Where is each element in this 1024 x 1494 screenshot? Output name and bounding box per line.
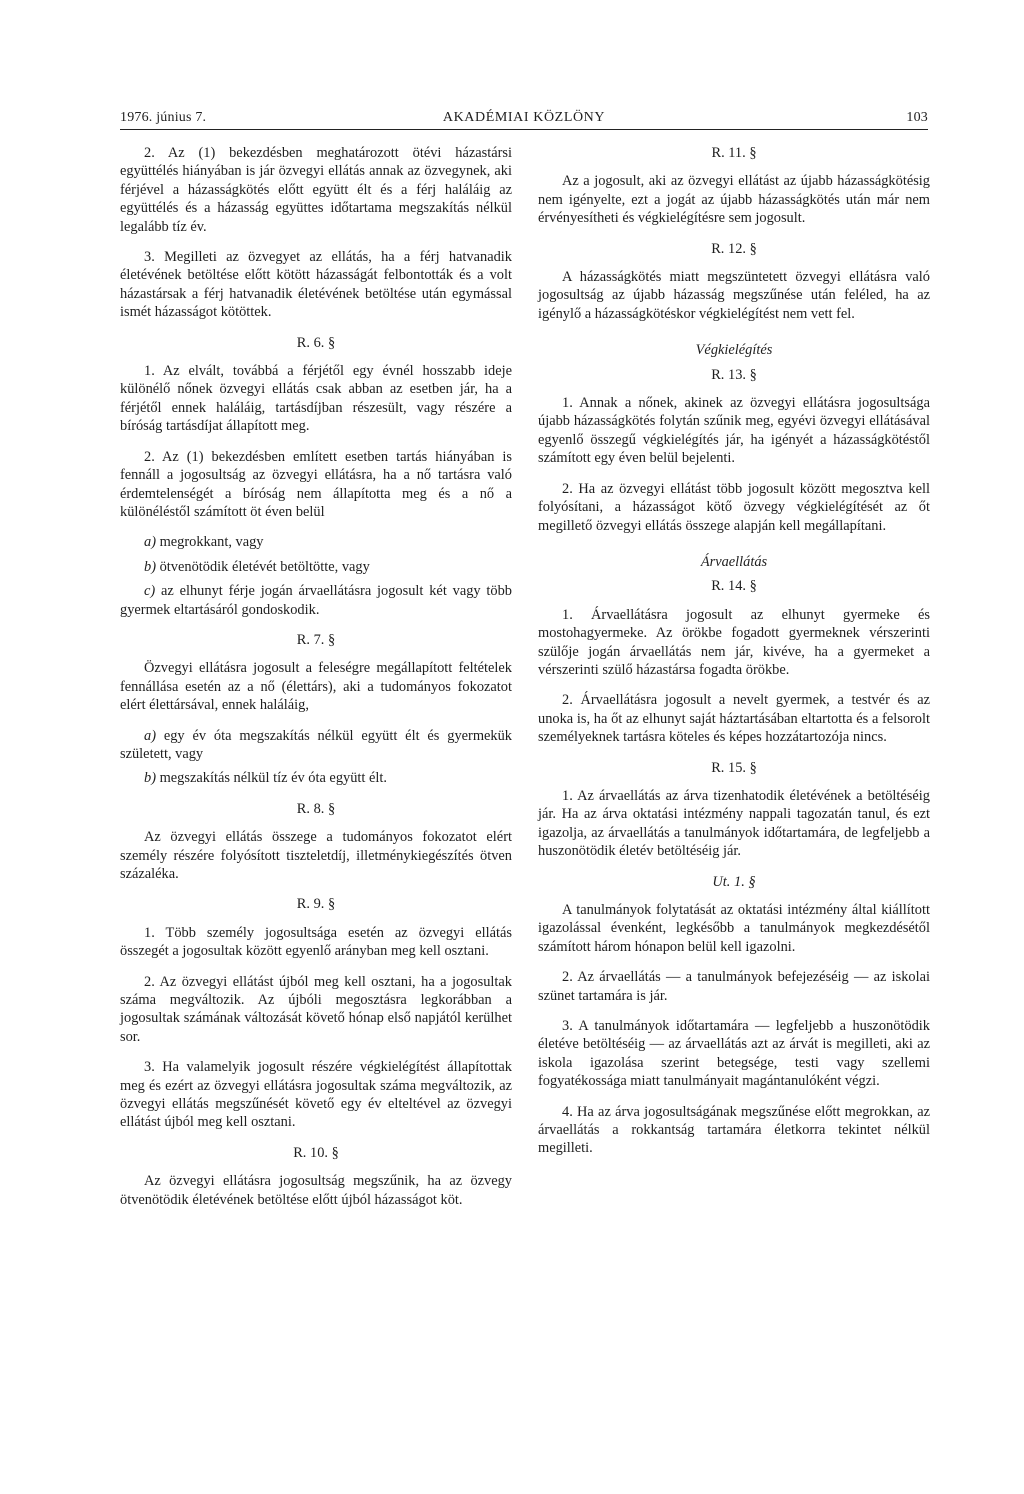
left-column — [120, 144, 512, 1221]
header-rule — [120, 129, 928, 130]
section-heading: R. 10. § — [293, 1144, 339, 1161]
item-text: ötvenötödik életévét betöltötte, vagy — [156, 558, 370, 575]
list-item — [120, 558, 512, 576]
paragraph: 1. Az elvált, továbbá a férjétől egy évnél hosszabb ideje különélő nőnek özvegyi ellátás csak abban az esetben jár, ha a férjétől ennek haláláig, tartásdíjban részesült, vagy részére a bíróság tartásdíjat állapított meg. — [120, 363, 512, 435]
item-marker: a) — [144, 727, 156, 744]
list-item — [120, 582, 512, 619]
item-marker: a) — [144, 534, 156, 551]
item-text: megszakítás nélkül tíz év óta együtt élt. — [156, 770, 387, 787]
paragraph: 2. Az özvegyi ellátást újból meg kell osztani, ha a jogosultak száma megváltozik. Az újbóli megosztásra legkorábban a jogosultak számának változását követő hónap első napjától kerülhet sor. — [120, 973, 512, 1045]
paragraph: Az a jogosult, aki az özvegyi ellátást az újabb házasságkötésig nem igényelte, ezt a jogát az újabb házasságkötés után már nem érvényesítheti és végkielégítésre sem jogosult. — [538, 173, 930, 227]
paragraph: A tanulmányok folytatását az oktatási intézmény által kiállított igazolással évenként, legkésőbb a tanulmányok megkezdésétől számított három hónapon belül kell igazolni. — [538, 902, 930, 955]
item-marker: b) — [144, 558, 156, 575]
paragraph: 2. Árvaellátásra jogosult a nevelt gyermek, a testvér és az unoka is, ha őt az elhunyt saját háztartásában eltartotta és a felsorolt személyeknek tartásra köteles és képes hozzátartozója nincs. — [538, 692, 930, 746]
paragraph: 2. Ha az özvegyi ellátást több jogosult között megosztva kell folyósítani, a házasságot kötő özvegy végkielégítését az őt megillető özvegyi ellátás összege alapján kell megállapítani. — [538, 480, 930, 534]
paragraph: 1. Az árvaellátás az árva tizenhatodik életévének a betöltéséig jár. Ha az árva oktatási intézmény nappali tagozatán tanul, és ezt igazolja, az árvaellátás a tanulmányok időtartamára, de legfeljebb a huszonötödik életév betöltéséig jár. — [538, 787, 930, 860]
section-heading: R. 14. § — [711, 578, 757, 595]
item-marker: b) — [144, 770, 156, 787]
paragraph: 1. Annak a nőnek, akinek az özvegyi ellátásra jogosultsága újabb házasságkötés folytán szűnik meg, egyévi özvegyi ellátásával egyenlő összegű végkielégítés jár, ha igényét a házasságkötéstől számított egy éven belül bejelenti. — [538, 395, 930, 467]
header-date: 1976. június 7. — [120, 110, 207, 125]
list-item — [120, 727, 512, 764]
page-number: 103 — [906, 110, 928, 125]
item-text: az elhunyt férje jogán árvaellátásra jogosult két vagy több gyermek eltartásáról gondoskodik. — [120, 583, 512, 618]
paragraph: 4. Ha az árva jogosultságának megszűnése előtt megrokkan, az árvaellátás a rokkantság tartamára életkorra tekintet nélkül megilleti. — [538, 1103, 930, 1157]
section-heading: R. 8. § — [296, 800, 336, 817]
list-item — [120, 533, 512, 551]
paragraph: Az özvegyi ellátás összege a tudományos fokozatot elért személy részére folyósított tiszteletdíj, illetménykiegészítés ötven százaléka. — [120, 829, 512, 882]
section-heading: R. 12. § — [711, 240, 757, 257]
item-text: megrokkant, vagy — [156, 534, 264, 551]
item-marker: c) — [144, 583, 156, 600]
section-heading: Ut. 1. § — [712, 873, 756, 890]
paragraph: 1. Több személy jogosultsága esetén az özvegyi ellátás összegét a jogosultak között egyenlő arányban meg kell osztani. — [120, 924, 512, 960]
paragraph: Az özvegyi ellátásra jogosultság megszűnik, ha az özvegy ötvenötödik életévének betöltése előtt újból házasságot köt. — [120, 1173, 512, 1208]
paragraph: A házasságkötés miatt megszüntetett özvegyi ellátásra való jogosultság az újabb házasság megszűnése után feléled, ha az igénylő a házasságkötéskor végkielégítést nem vett fel. — [538, 269, 930, 322]
paragraph: 2. Az (1) bekezdésben említett esetben tartás hiányában is fennáll a jogosultság az özvegyi ellátásra, ha a nő tartásra való érdemtelenségét a bíróság nem állapította meg és a nő a különéléstől számított öt éven belül — [120, 448, 512, 520]
section-heading: R. 11. § — [711, 145, 757, 161]
paragraph: Özvegyi ellátásra jogosult a feleségre megállapított feltételek fennállása esetén az a nő (élettárs), aki a tudományos fokozatot elért élettársával, ennek haláláig, — [120, 660, 512, 714]
chapter-title: Végkielégítés — [695, 342, 773, 359]
paragraph: 2. Az árvaellátás — a tanulmányok befejezéséig — az iskolai szünet tartamára is jár. — [538, 969, 930, 1004]
paragraph: 3. A tanulmányok időtartamára — legfeljebb a huszonötödik életéve betöltéséig — az árvaellátás azt az árvát is megilleti, aki az iskola igazolása szerint betegsége, testi vagy szellemi fogyatékossága miatt tanulmányait magántanulóként végzi. — [538, 1018, 930, 1090]
section-heading: R. 6. § — [296, 334, 336, 351]
paragraph: 1. Árvaellátásra jogosult az elhunyt gyermeke és mostohagyermeke. Az örökbe fogadott gyermeknek vérszerinti szülője jogán árvaellátás nem jár, kivéve, ha a gyermeket a vérszerinti szülő házastársa fogadta örökbe. — [538, 606, 930, 678]
paragraph: 3. Ha valamelyik jogosult részére végkielégítést állapítottak meg és ezért az özvegyi ellátásra jogosultak száma megváltozik, az özvegyi ellátás megszűnését követő egy év elteltével az özvegyi ellátást újból meg kell osztani. — [120, 1059, 512, 1131]
section-heading: R. 13. § — [711, 366, 757, 383]
paragraph: 2. Az (1) bekezdésben meghatározott ötévi házastársi együttélés hiányában is jár özvegyi ellátás annak az özvegynek, aki férjével a házasságkötés előtt együtt élt és a férj haláláig az együttélés és a házasság együttes időtartama megszakítás nélkül legalább tíz év. — [120, 145, 512, 235]
section-heading: R. 15. § — [711, 759, 757, 776]
chapter-title: Árvaellátás — [700, 553, 768, 570]
page-header — [120, 106, 928, 128]
journal-title: AKADÉMIAI KÖZLÖNY — [442, 110, 606, 125]
item-text: egy év óta megszakítás nélkül együtt élt és gyermekük született, vagy — [120, 727, 512, 762]
paragraph: 3. Megilleti az özvegyet az ellátás, ha a férj hatvanadik életévének betöltése előtt kötött házasságát felbontották és a volt házastársak a férj hatvanadik életévének betöltése után egymással ismét házasságot kötöttek. — [120, 249, 512, 321]
right-column — [538, 144, 930, 1170]
section-heading: R. 9. § — [296, 896, 336, 913]
section-heading: R. 7. § — [296, 631, 336, 648]
list-item — [120, 769, 512, 787]
